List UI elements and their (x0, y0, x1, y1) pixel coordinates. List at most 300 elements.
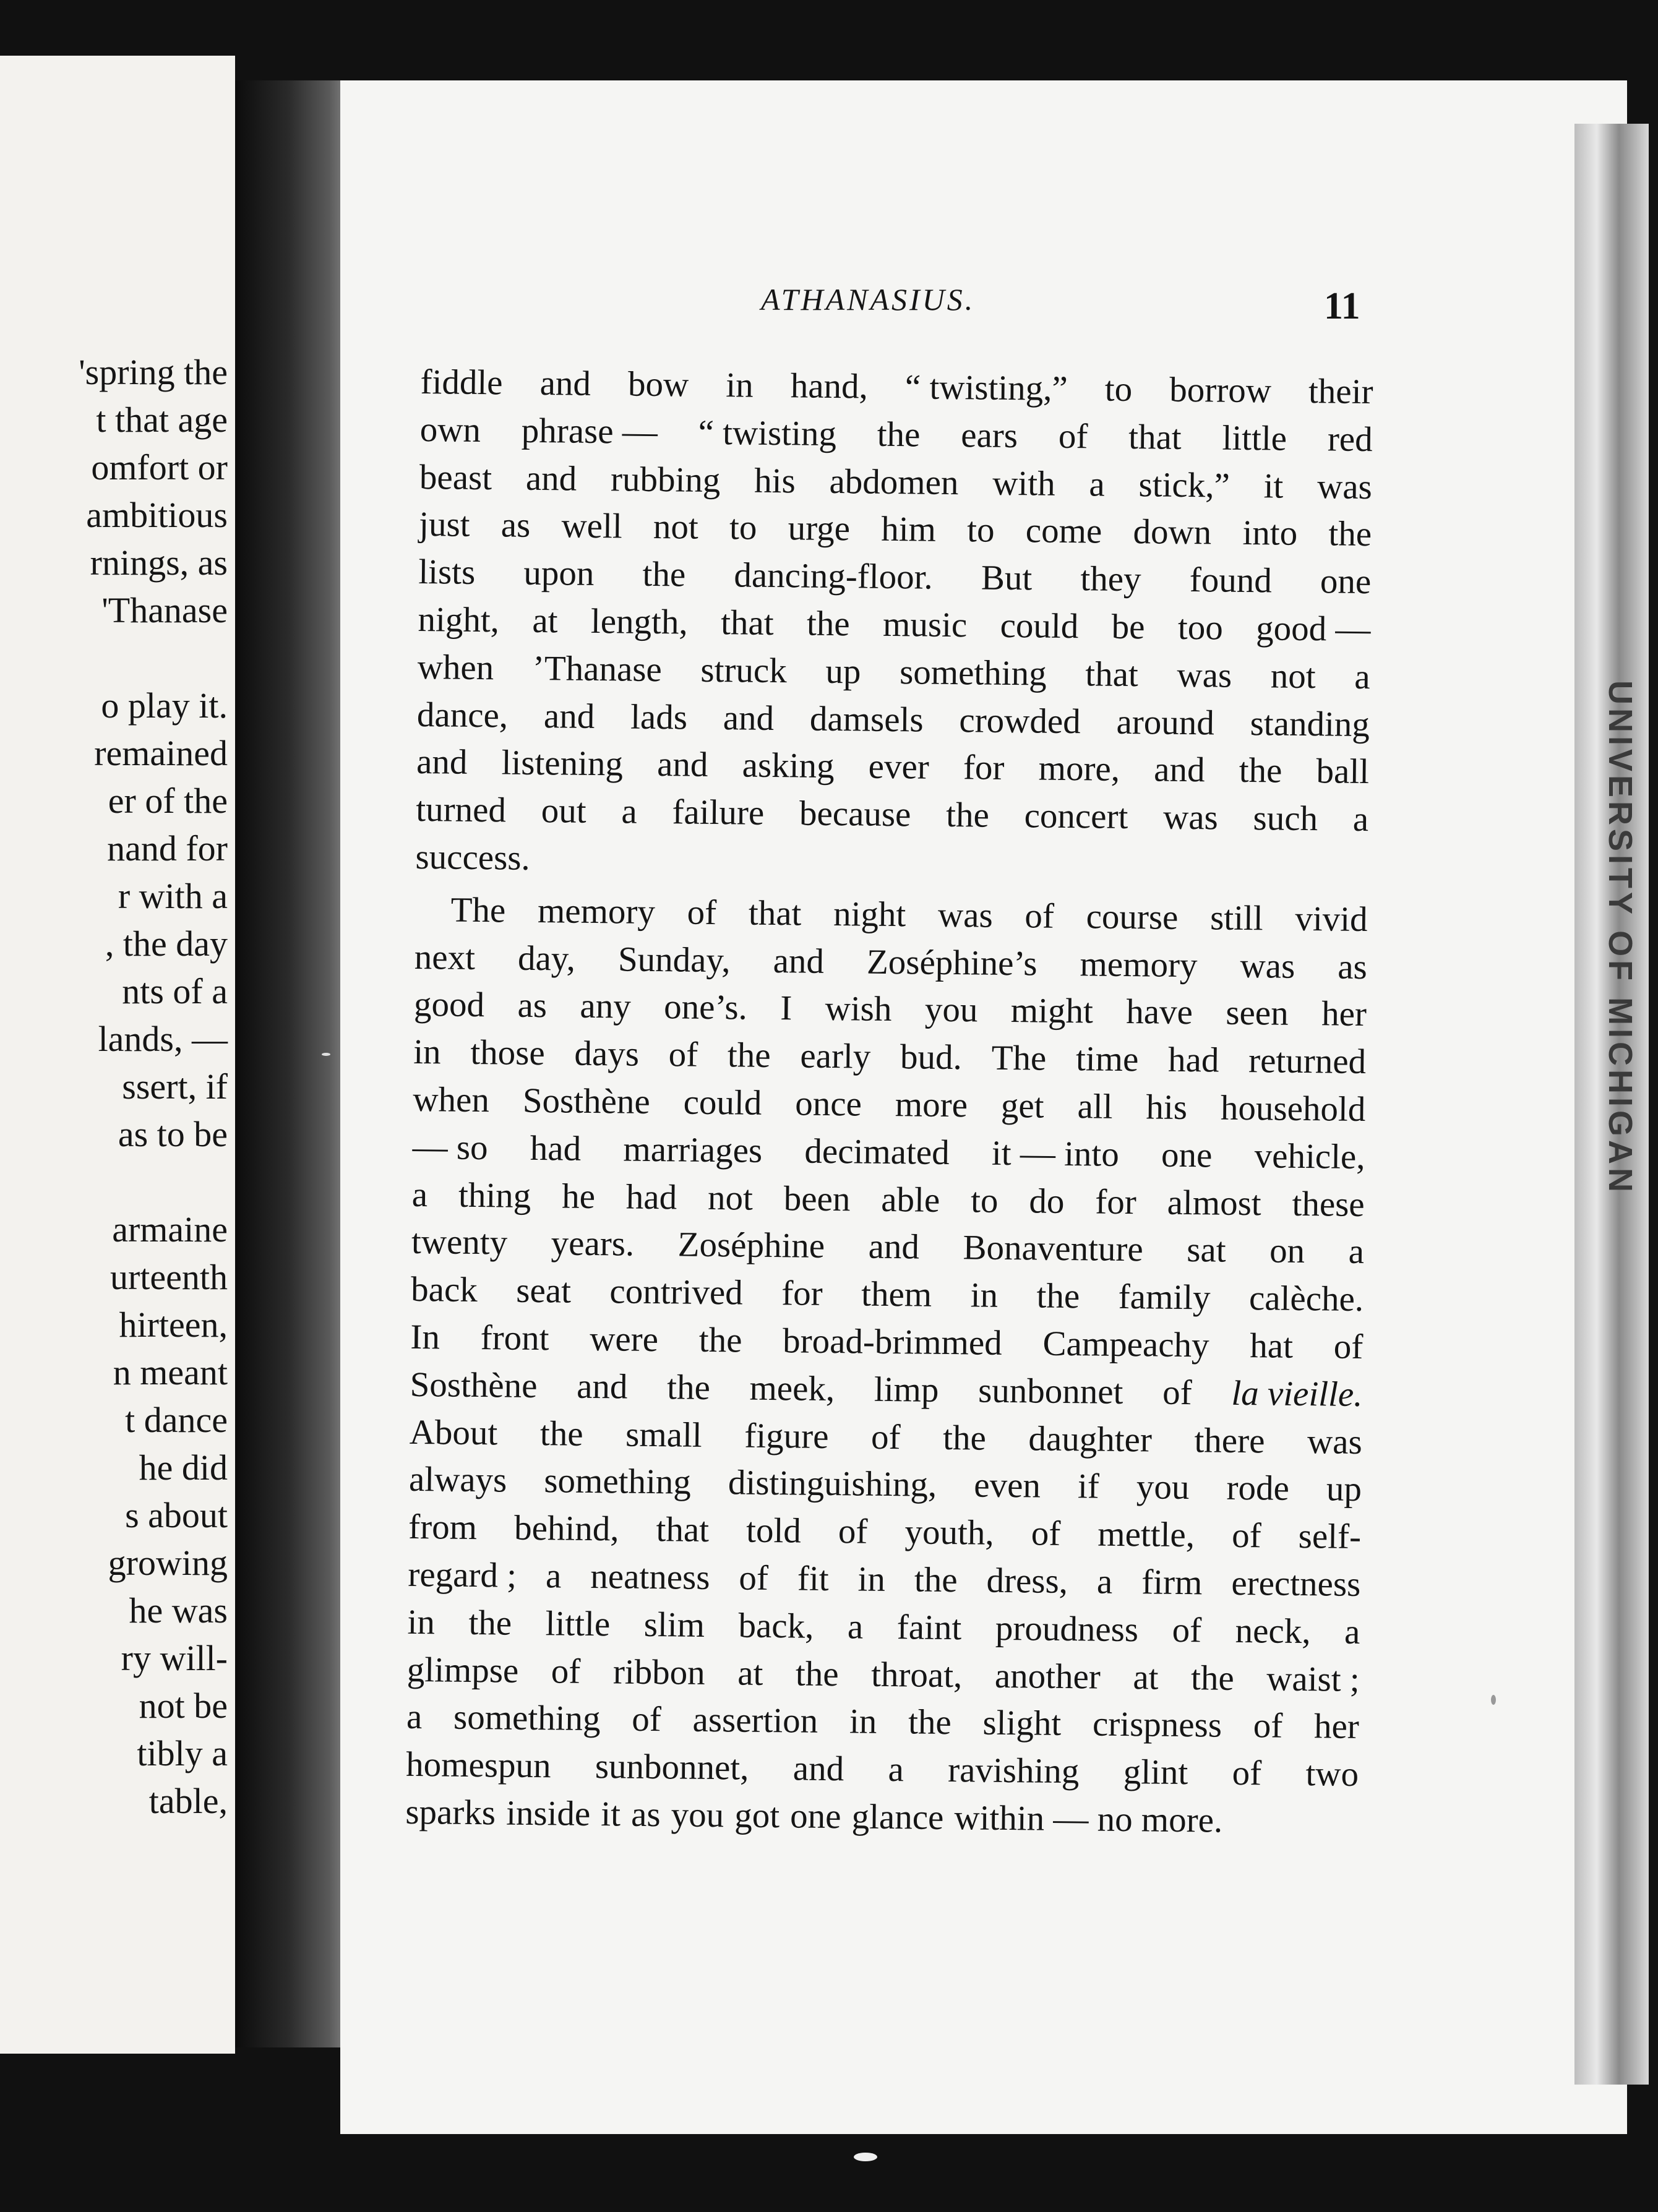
scan-speck (854, 2153, 877, 2161)
paragraph (405, 886, 1368, 1846)
word: meek, (749, 1368, 835, 1408)
word: sunbonnet, (595, 1747, 749, 1788)
word: the (698, 1320, 742, 1360)
word: dance, (416, 695, 509, 735)
word: found (1189, 560, 1273, 601)
word: and (576, 1366, 628, 1407)
word: throat, (870, 1655, 963, 1695)
word: glimpse (406, 1650, 519, 1691)
word: of (551, 1651, 581, 1691)
word: of (1333, 1327, 1364, 1366)
word: Zoséphine (677, 1225, 825, 1266)
word: and (539, 364, 591, 403)
word: at (1133, 1657, 1159, 1697)
word: as (500, 505, 531, 546)
word: mettle, (1097, 1514, 1195, 1555)
left-page-line: hirteen, (119, 1305, 228, 1345)
left-page-line: urteenth (110, 1257, 228, 1297)
word: you (1136, 1467, 1190, 1507)
word: if (1077, 1467, 1100, 1506)
left-page (0, 56, 235, 2054)
word: early (800, 1036, 871, 1076)
word: another (994, 1656, 1101, 1697)
word: ribbon (612, 1652, 706, 1692)
left-page-line: s about (125, 1495, 228, 1535)
word: struck (700, 650, 788, 691)
word: glance (851, 1797, 944, 1837)
word: that (720, 603, 774, 643)
word: for (963, 748, 1005, 788)
word: was (937, 895, 994, 935)
word: her (1313, 1707, 1360, 1747)
word: waist ; (1266, 1658, 1360, 1699)
word: that (1085, 654, 1139, 694)
word: time (1075, 1039, 1139, 1079)
word: a (406, 1697, 423, 1737)
left-page-line: 'spring the (79, 352, 228, 392)
word: a (847, 1607, 864, 1647)
word: the (642, 554, 686, 594)
word: limp (874, 1370, 939, 1410)
word: night (833, 894, 906, 935)
left-page-line: lands, — (98, 1019, 228, 1059)
word: his (754, 461, 796, 500)
word: able (880, 1180, 940, 1220)
word: erectness (1231, 1563, 1361, 1604)
word: from (408, 1507, 478, 1548)
word: more (895, 1085, 968, 1125)
word: concert (1024, 796, 1128, 837)
word: the (942, 1418, 987, 1458)
word: bow (627, 364, 689, 405)
word: “ twisting,” (904, 367, 1068, 408)
word: well (561, 506, 623, 546)
word: when (417, 647, 494, 688)
word: vehicle, (1254, 1136, 1365, 1177)
word: be (1111, 607, 1145, 647)
word: and (723, 698, 775, 738)
word: ’Thanase (532, 648, 663, 689)
word: Sosthène (410, 1365, 538, 1405)
word: had (625, 1177, 677, 1217)
word: years. (551, 1224, 635, 1264)
word: a (888, 1750, 904, 1790)
word: course (1086, 897, 1179, 937)
paragraph (415, 359, 1373, 891)
word: a (1096, 1562, 1113, 1601)
left-page-line: rnings, as (90, 542, 228, 583)
word: urge (788, 508, 851, 549)
left-page-line: he was (129, 1590, 228, 1631)
word: distinguishing, (728, 1463, 937, 1505)
word: something (899, 652, 1047, 693)
scan-speck (322, 1053, 330, 1056)
word: with (992, 463, 1055, 504)
word: was (1162, 797, 1219, 838)
word: the (468, 1603, 512, 1643)
word: as (1337, 947, 1368, 987)
word: have (1125, 992, 1193, 1032)
word: stick,” (1138, 465, 1231, 505)
word: you (671, 1795, 724, 1835)
word: inside (505, 1793, 591, 1833)
word: About (409, 1412, 498, 1452)
word: of (838, 1512, 868, 1551)
word: their (1308, 372, 1373, 412)
word: something (453, 1697, 601, 1739)
left-page-line: nts of a (122, 971, 228, 1011)
word: damsels (809, 699, 924, 740)
word: and (792, 1749, 844, 1789)
word: rode (1226, 1468, 1290, 1509)
word: bud. (900, 1037, 963, 1078)
left-page-line: growing (108, 1543, 228, 1583)
word: any (580, 987, 632, 1026)
word: up (825, 651, 861, 692)
word: for (1094, 1182, 1137, 1222)
word: back (410, 1270, 478, 1310)
word: one (1161, 1135, 1213, 1175)
left-page-line: armaine (112, 1209, 228, 1250)
text-line (411, 1266, 1364, 1324)
word: of (687, 893, 717, 932)
word: neck, (1235, 1611, 1311, 1651)
word: the (877, 414, 921, 455)
word: ball (1316, 752, 1370, 792)
word: the (908, 1702, 952, 1743)
word: But (981, 558, 1033, 598)
word: own (419, 409, 481, 450)
word: always (408, 1460, 507, 1500)
page-edge-stamp: UNIVERSITY OF MICHIGAN (1602, 680, 1639, 1196)
word: into (1242, 513, 1298, 554)
text-line (405, 1789, 1359, 1846)
left-page-line: ambitious (86, 495, 228, 535)
word: length, (590, 601, 689, 642)
word: of (1031, 1514, 1061, 1554)
word: night, (418, 599, 500, 640)
word: those (470, 1033, 546, 1073)
word: proudness (995, 1608, 1139, 1649)
word: told (745, 1511, 802, 1551)
word: good (413, 985, 485, 1025)
word: red (1327, 419, 1373, 459)
word: in (407, 1602, 436, 1642)
word: to (1104, 369, 1133, 409)
word: ravishing (947, 1751, 1080, 1791)
word: The (991, 1038, 1047, 1078)
word: to (966, 510, 995, 551)
word: to (970, 1180, 999, 1220)
word: him (880, 510, 937, 550)
word: seat (516, 1271, 572, 1311)
word: as (630, 1794, 661, 1835)
word: music (882, 604, 968, 645)
word: there (1194, 1420, 1265, 1460)
word: was (1240, 946, 1295, 986)
word: and (416, 742, 468, 782)
text-line (416, 786, 1369, 844)
word: even (974, 1465, 1041, 1506)
word: of (1231, 1515, 1261, 1556)
left-page-line: t dance (125, 1400, 228, 1440)
word: front (480, 1318, 549, 1358)
word: once (794, 1084, 862, 1124)
word: a (1348, 1232, 1365, 1272)
word: abdomen (829, 461, 959, 502)
left-page-line: er of the (108, 781, 228, 821)
word: crispness (1092, 1704, 1222, 1745)
left-page-line: t that age (96, 400, 228, 440)
word: something (544, 1461, 692, 1503)
word: at (737, 1653, 763, 1693)
word: of (668, 1035, 698, 1074)
word: such (1253, 799, 1318, 839)
word: one (1320, 562, 1372, 602)
word: the (539, 1413, 583, 1454)
word: the (1190, 1658, 1235, 1698)
word: these (1292, 1184, 1365, 1224)
word: returned (1248, 1041, 1367, 1082)
word: to (729, 508, 757, 548)
word: memory (1080, 944, 1198, 985)
word: on (1269, 1231, 1305, 1271)
left-page-line: remained (94, 733, 228, 773)
word: slight (982, 1703, 1062, 1744)
word: marriages (623, 1130, 763, 1170)
word: in (857, 1559, 886, 1599)
left-page-line: 'Thanase (101, 590, 228, 630)
word: of (632, 1700, 662, 1739)
word: little (1222, 418, 1287, 458)
word: that (1128, 417, 1182, 457)
word: In (410, 1317, 440, 1357)
word: back, (738, 1606, 814, 1646)
word: faint (896, 1607, 962, 1647)
word: it — into (991, 1133, 1120, 1174)
word: firm (1141, 1563, 1203, 1603)
word: not (707, 1178, 754, 1218)
word: of (739, 1558, 769, 1598)
text-line (412, 1124, 1365, 1181)
word: glint (1123, 1752, 1188, 1793)
word: all (1077, 1087, 1113, 1126)
word: of (1232, 1753, 1262, 1793)
body-text (405, 359, 1373, 1846)
word: the (666, 1367, 711, 1407)
page-number: 11 (1324, 285, 1360, 327)
word: behind, (513, 1508, 619, 1549)
word: around (1116, 702, 1215, 743)
word: Bonaventure (963, 1228, 1144, 1269)
word: too (1177, 607, 1224, 648)
word: of (870, 1417, 901, 1457)
word: of (1058, 416, 1088, 457)
text-line (407, 1599, 1360, 1657)
word: still (1209, 898, 1263, 938)
word: crowded (959, 700, 1081, 741)
word: standing (1250, 703, 1370, 744)
word: within — no more. (954, 1798, 1223, 1840)
word: and (525, 458, 577, 499)
word: do (1029, 1181, 1065, 1221)
word: for (781, 1274, 823, 1314)
left-page-line: tibly a (137, 1733, 228, 1773)
word: success. (415, 837, 531, 878)
word: the (1036, 1276, 1080, 1316)
word: up (1326, 1469, 1362, 1509)
word: ears (960, 415, 1018, 455)
word: a (1344, 1612, 1360, 1652)
word: of (1172, 1610, 1202, 1650)
word: next (414, 937, 476, 977)
word: come (1025, 511, 1102, 551)
word: small (625, 1415, 703, 1455)
word: vivid (1295, 899, 1368, 939)
word: and (656, 745, 708, 785)
book-gutter-shadow (235, 80, 353, 2047)
word: could (683, 1082, 762, 1123)
left-page-line: ry will- (121, 1638, 228, 1678)
left-page-line: table, (148, 1781, 228, 1821)
word: turned (416, 790, 507, 830)
word: because (799, 794, 911, 834)
word: her (1321, 994, 1367, 1034)
left-page-line: omfort or (91, 447, 228, 487)
word: got (734, 1796, 780, 1836)
word: family (1118, 1277, 1211, 1318)
word: had (530, 1128, 582, 1168)
word: wish (825, 989, 892, 1029)
word: was (1177, 655, 1232, 695)
left-page-line: ssert, if (122, 1066, 228, 1107)
word: lists (418, 552, 476, 593)
word: you (924, 990, 978, 1030)
word: and (1153, 750, 1205, 790)
word: The (450, 890, 506, 930)
word: little (545, 1603, 611, 1644)
word: decimated (804, 1131, 950, 1172)
word: he (561, 1177, 596, 1216)
word: Sosthène (522, 1081, 651, 1121)
text-line (415, 834, 1368, 891)
word: the (945, 795, 990, 835)
word: of (1162, 1373, 1193, 1412)
word: — so (412, 1127, 488, 1167)
word: a (1354, 657, 1370, 697)
word: Campeachy (1042, 1324, 1209, 1365)
word: listening (501, 743, 624, 784)
word: fiddle (420, 362, 503, 403)
word: get (1000, 1086, 1044, 1126)
word: days (574, 1034, 640, 1074)
word: could (1000, 606, 1079, 646)
word: neatness (590, 1556, 710, 1597)
word: of (1253, 1706, 1283, 1746)
word: out (541, 791, 586, 831)
word: been (783, 1178, 851, 1219)
word: homespun (405, 1744, 551, 1786)
word: a (621, 792, 638, 831)
word: had (1167, 1040, 1219, 1080)
word: seen (1226, 993, 1289, 1034)
word: a (411, 1175, 428, 1214)
word: not (653, 507, 699, 547)
left-page-line: he did (139, 1447, 228, 1488)
left-page-line: not be (139, 1686, 228, 1726)
word: thing (458, 1175, 531, 1215)
word: Zoséphine’s (866, 942, 1037, 984)
word: borrow (1169, 370, 1272, 411)
word: fit (797, 1559, 829, 1598)
word: the (914, 1560, 958, 1600)
word: it (601, 1794, 621, 1834)
word: twenty (411, 1222, 508, 1262)
word: his (1146, 1087, 1188, 1127)
left-page-line: , the day (105, 924, 228, 964)
text-line (414, 934, 1367, 992)
running-head: ATHANASIUS. (761, 282, 976, 317)
word: a (545, 1556, 562, 1596)
word: two (1305, 1754, 1359, 1794)
word: was (1307, 1421, 1363, 1462)
word: in (413, 1032, 441, 1072)
word: in (849, 1702, 877, 1742)
word: hand, (790, 366, 869, 406)
text-line (418, 549, 1372, 606)
word: the (727, 1035, 771, 1076)
word: sunbonnet (977, 1371, 1123, 1412)
word: more, (1038, 748, 1120, 789)
word: in (726, 366, 754, 405)
word: sat (1186, 1230, 1226, 1271)
word: the (1239, 751, 1282, 791)
word: that (748, 893, 802, 933)
word: the (806, 604, 851, 644)
word: dress, (986, 1561, 1068, 1601)
word: them (861, 1274, 932, 1314)
word: “ twisting (698, 413, 837, 453)
word: assertion (692, 1700, 818, 1741)
word: down (1133, 512, 1212, 552)
word: just (418, 505, 470, 545)
word: hat (1250, 1326, 1294, 1366)
word: the (795, 1653, 839, 1694)
left-page-line: nand for (107, 828, 228, 868)
word: in (970, 1275, 999, 1315)
left-page-line: n meant (113, 1352, 228, 1392)
word: it (1263, 466, 1284, 506)
word: of (1024, 896, 1055, 936)
word: one (789, 1796, 841, 1837)
word: they (1080, 559, 1141, 599)
word: and (773, 941, 825, 981)
word: memory (537, 891, 656, 932)
word: ever (868, 747, 930, 787)
left-page-line: as to be (118, 1114, 228, 1154)
word: slim (643, 1605, 705, 1645)
word: asking (742, 745, 835, 786)
word: a (1089, 464, 1106, 504)
word: and (543, 696, 595, 736)
word: almost (1167, 1183, 1261, 1223)
word: at (532, 601, 558, 641)
word: and (868, 1227, 920, 1267)
word: the (1328, 514, 1372, 554)
word: contrived (609, 1272, 744, 1313)
word: a (1352, 799, 1369, 839)
scan-speck (1491, 1695, 1496, 1705)
